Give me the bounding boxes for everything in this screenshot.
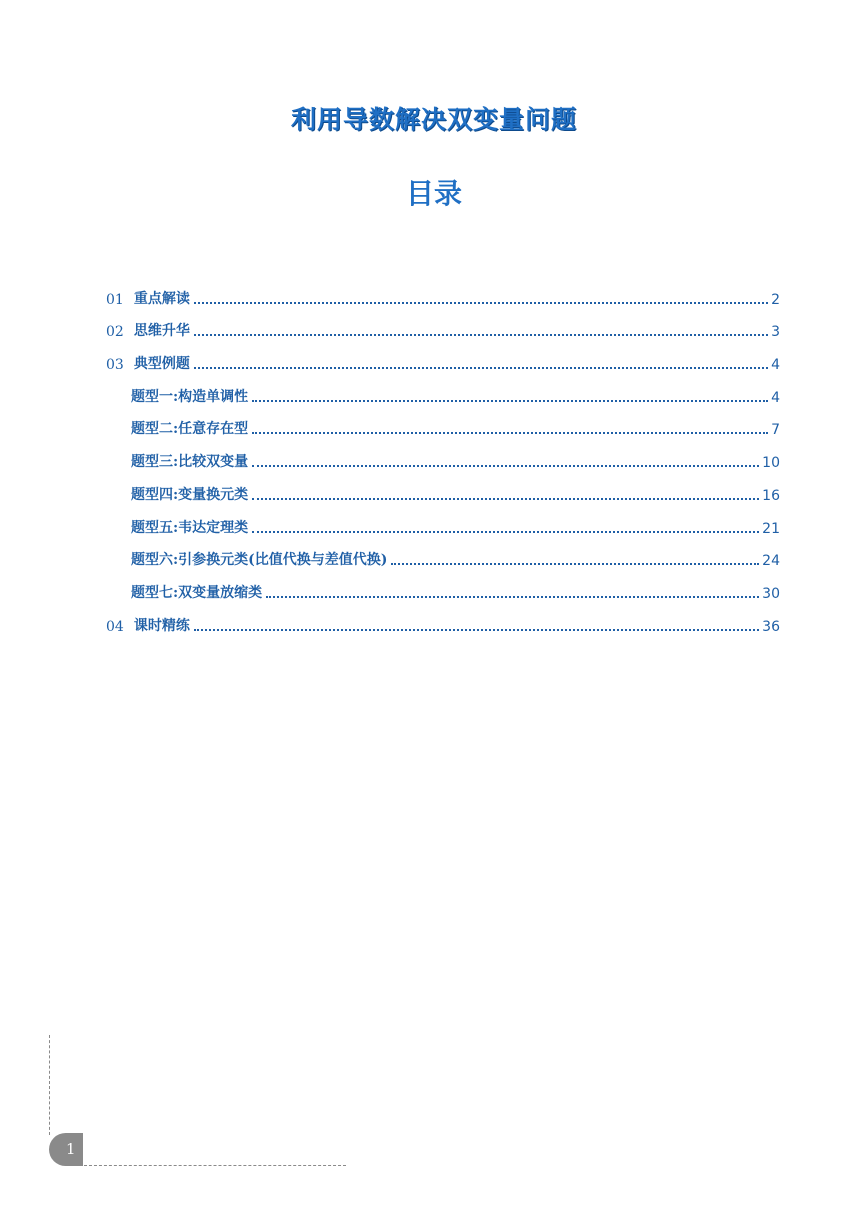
toc-dot-leader [252, 400, 768, 402]
document-title: 利用导数解决双变量问题 [290, 105, 577, 134]
toc-subentry[interactable] [106, 438, 780, 471]
toc-heading: 目录 [405, 177, 462, 210]
toc-label: 题型七:双变量放缩类 [131, 584, 263, 601]
toc-subentry[interactable] [106, 373, 780, 406]
table-of-contents [106, 275, 780, 635]
toc-subentry[interactable] [106, 504, 780, 537]
toc-label: 思维升华 [133, 323, 190, 340]
toc-entry[interactable] [106, 275, 780, 308]
toc-dot-leader [391, 563, 759, 565]
toc-dot-leader [266, 596, 759, 598]
toc-subentry[interactable] [106, 471, 780, 504]
toc-page-number: 7 [771, 422, 780, 439]
toc-label: 题型四:变量换元类 [131, 486, 249, 503]
page-number-tab [49, 1133, 83, 1166]
toc-number: 02 [106, 324, 124, 341]
footer-vertical-dashed-line [49, 1035, 50, 1135]
footer-horizontal-dashed-line [84, 1165, 346, 1166]
toc-label: 题型二:任意存在型 [131, 421, 249, 438]
toc-label: 课时精练 [133, 617, 190, 634]
toc-dot-leader [194, 302, 768, 304]
toc-page-number: 4 [771, 389, 780, 406]
toc-subentry[interactable] [106, 569, 780, 602]
toc-page-number: 2 [771, 291, 780, 308]
toc-label: 题型六:引参换元类(比值代换与差值代换) [131, 552, 388, 569]
toc-page-number: 21 [762, 520, 780, 537]
toc-label: 题型一:构造单调性 [131, 388, 249, 405]
toc-number: 01 [106, 291, 124, 308]
toc-entry[interactable] [106, 340, 780, 373]
toc-subentry[interactable] [106, 406, 780, 439]
toc-subentry[interactable] [106, 537, 780, 570]
toc-label: 典型例题 [133, 356, 190, 373]
toc-page-number: 3 [771, 324, 780, 341]
toc-page-number: 24 [762, 553, 780, 570]
toc-page-number: 30 [762, 585, 780, 602]
page-number: 1 [66, 1140, 76, 1158]
toc-page-number: 36 [762, 618, 780, 635]
toc-label: 重点解读 [133, 290, 190, 307]
toc-dot-leader [194, 629, 759, 631]
toc-page-number: 16 [762, 487, 780, 504]
toc-dot-leader [252, 465, 759, 467]
toc-page-number: 4 [771, 357, 780, 374]
toc-dot-leader [252, 531, 759, 533]
toc-dot-leader [252, 432, 768, 434]
toc-page-number: 10 [762, 455, 780, 472]
toc-dot-leader [252, 498, 759, 500]
toc-number: 04 [106, 618, 124, 635]
toc-label: 题型五:韦达定理类 [131, 519, 249, 536]
toc-number: 03 [106, 357, 124, 374]
toc-label: 题型三:比较双变量 [131, 454, 249, 471]
toc-dot-leader [194, 367, 768, 369]
toc-dot-leader [194, 334, 768, 336]
toc-entry[interactable] [106, 602, 780, 635]
toc-entry[interactable] [106, 308, 780, 341]
